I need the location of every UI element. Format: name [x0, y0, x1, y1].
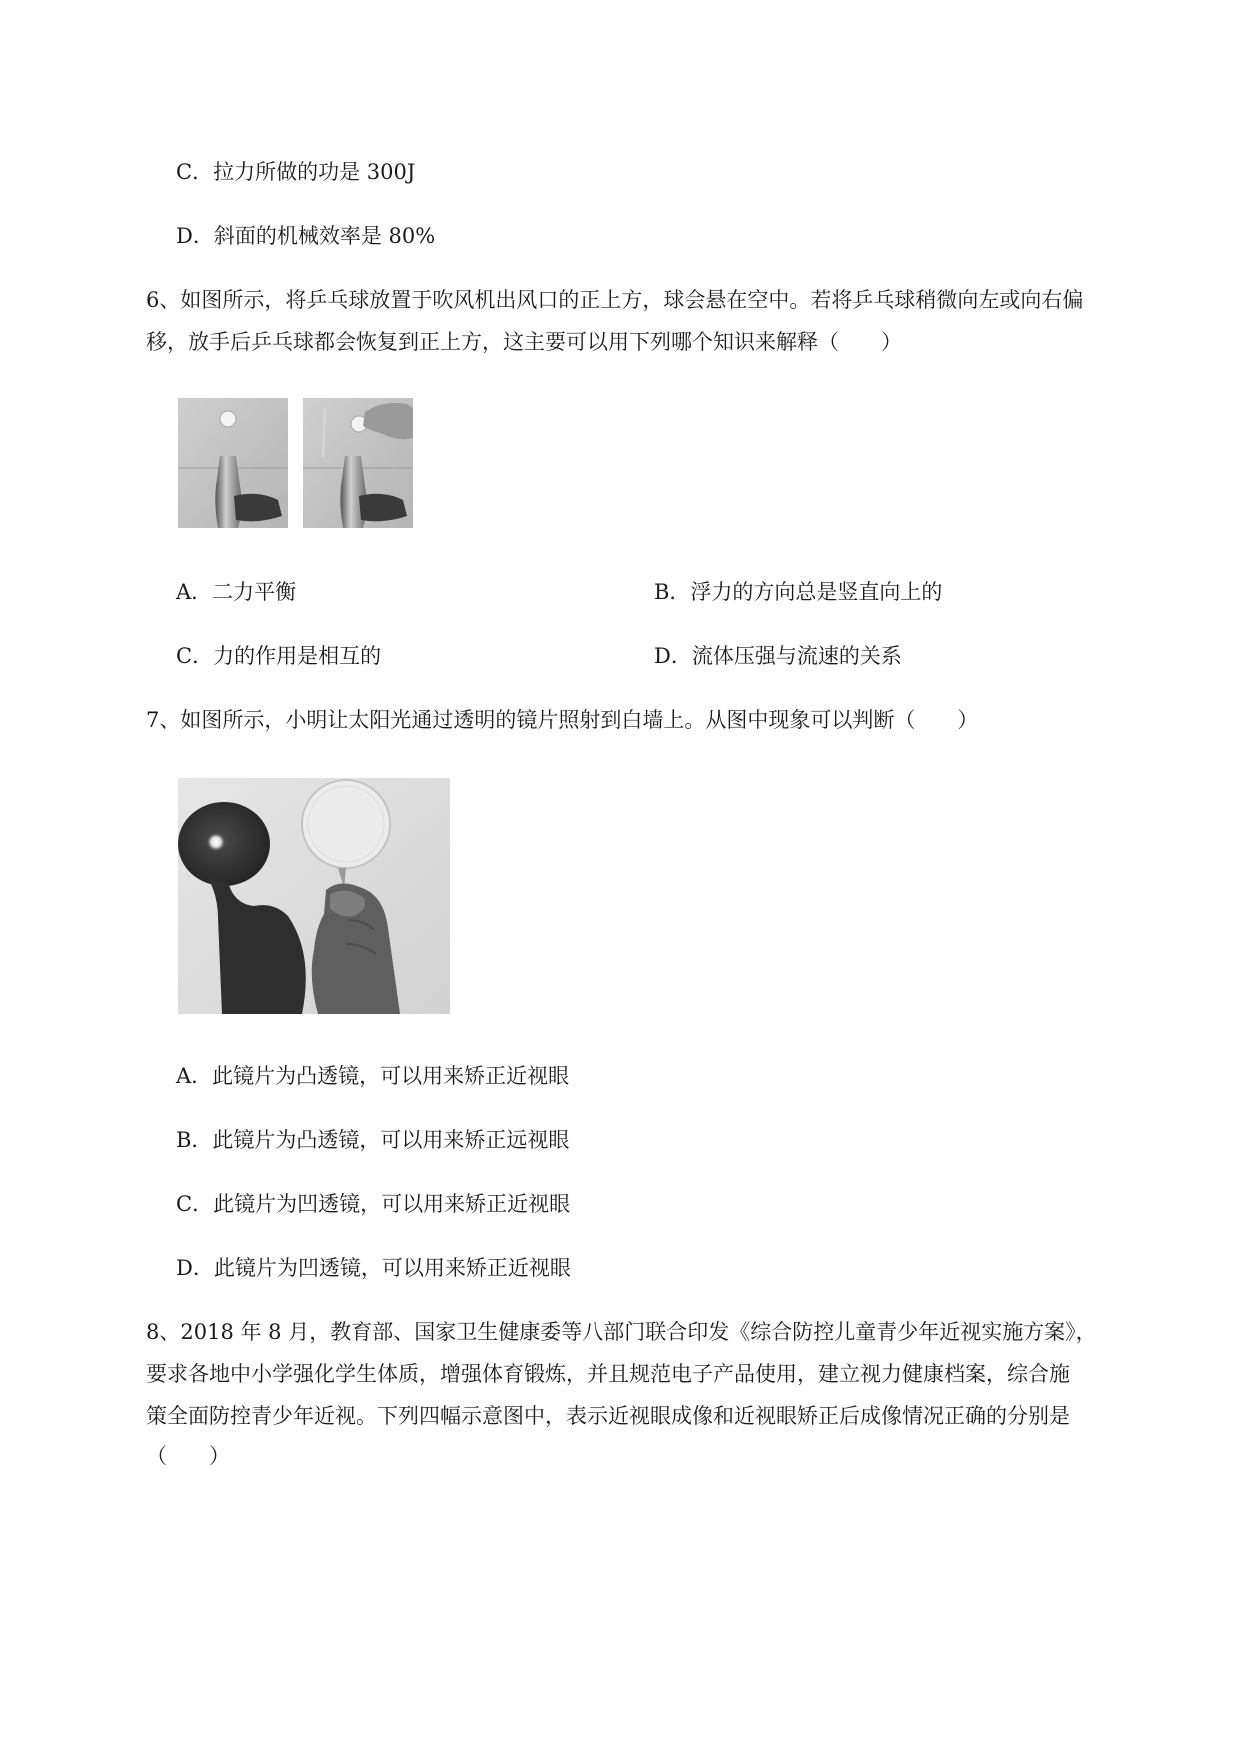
q6-option-a: A．二力平衡	[176, 580, 297, 604]
q6-option-b: B．浮力的方向总是竖直向上的	[654, 580, 943, 604]
q8-stem-line1: 8、2018 年 8 月，教育部、国家卫生健康委等八部门联合印发《综合防控儿童青少年近视实施方案》，	[146, 1320, 1097, 1344]
q8-stem-line4: （ ）	[146, 1444, 230, 1468]
q7-stem: 7、如图所示，小明让太阳光通过透明的镜片照射到白墙上。从图中现象可以判断（ ）	[146, 708, 979, 732]
q7-option-a: A．此镜片为凸透镜，可以用来矫正近视眼	[176, 1064, 570, 1088]
q8-stem-line2: 要求各地中小学强化学生体质，增强体育锻炼，并且规范电子产品使用，建立视力健康档案，综合施	[146, 1362, 1070, 1386]
q8-stem-line3: 策全面防控青少年近视。下列四幅示意图中，表示近视眼成像和近视眼矫正后成像情况正确的分别是	[146, 1404, 1070, 1428]
q6-option-d: D．流体压强与流速的关系	[654, 644, 902, 668]
q6-figure-ball-with-hand	[303, 398, 413, 528]
q6-stem-line2: 移，放手后乒乓球都会恢复到正上方，这主要可以用下列哪个知识来解释（ ）	[146, 330, 902, 354]
q5-option-d: D．斜面的机械效率是 80%	[176, 224, 436, 248]
q6-stem-line1: 6、如图所示，将乒乓球放置于吹风机出风口的正上方，球会悬在空中。若将乒乓球稍微向左或向右偏	[146, 288, 1084, 312]
q7-option-c: C．此镜片为凹透镜，可以用来矫正近视眼	[176, 1192, 571, 1216]
q5-option-c: C．拉力所做的功是 300J	[176, 160, 416, 184]
q6-figure-ball-above-dryer	[178, 398, 288, 528]
q6-option-c: C．力的作用是相互的	[176, 644, 382, 668]
q7-figure-lens-shadow	[178, 778, 450, 1014]
q7-option-d: D．此镜片为凹透镜，可以用来矫正近视眼	[176, 1256, 571, 1280]
q7-option-b: B．此镜片为凸透镜，可以用来矫正远视眼	[176, 1128, 570, 1152]
